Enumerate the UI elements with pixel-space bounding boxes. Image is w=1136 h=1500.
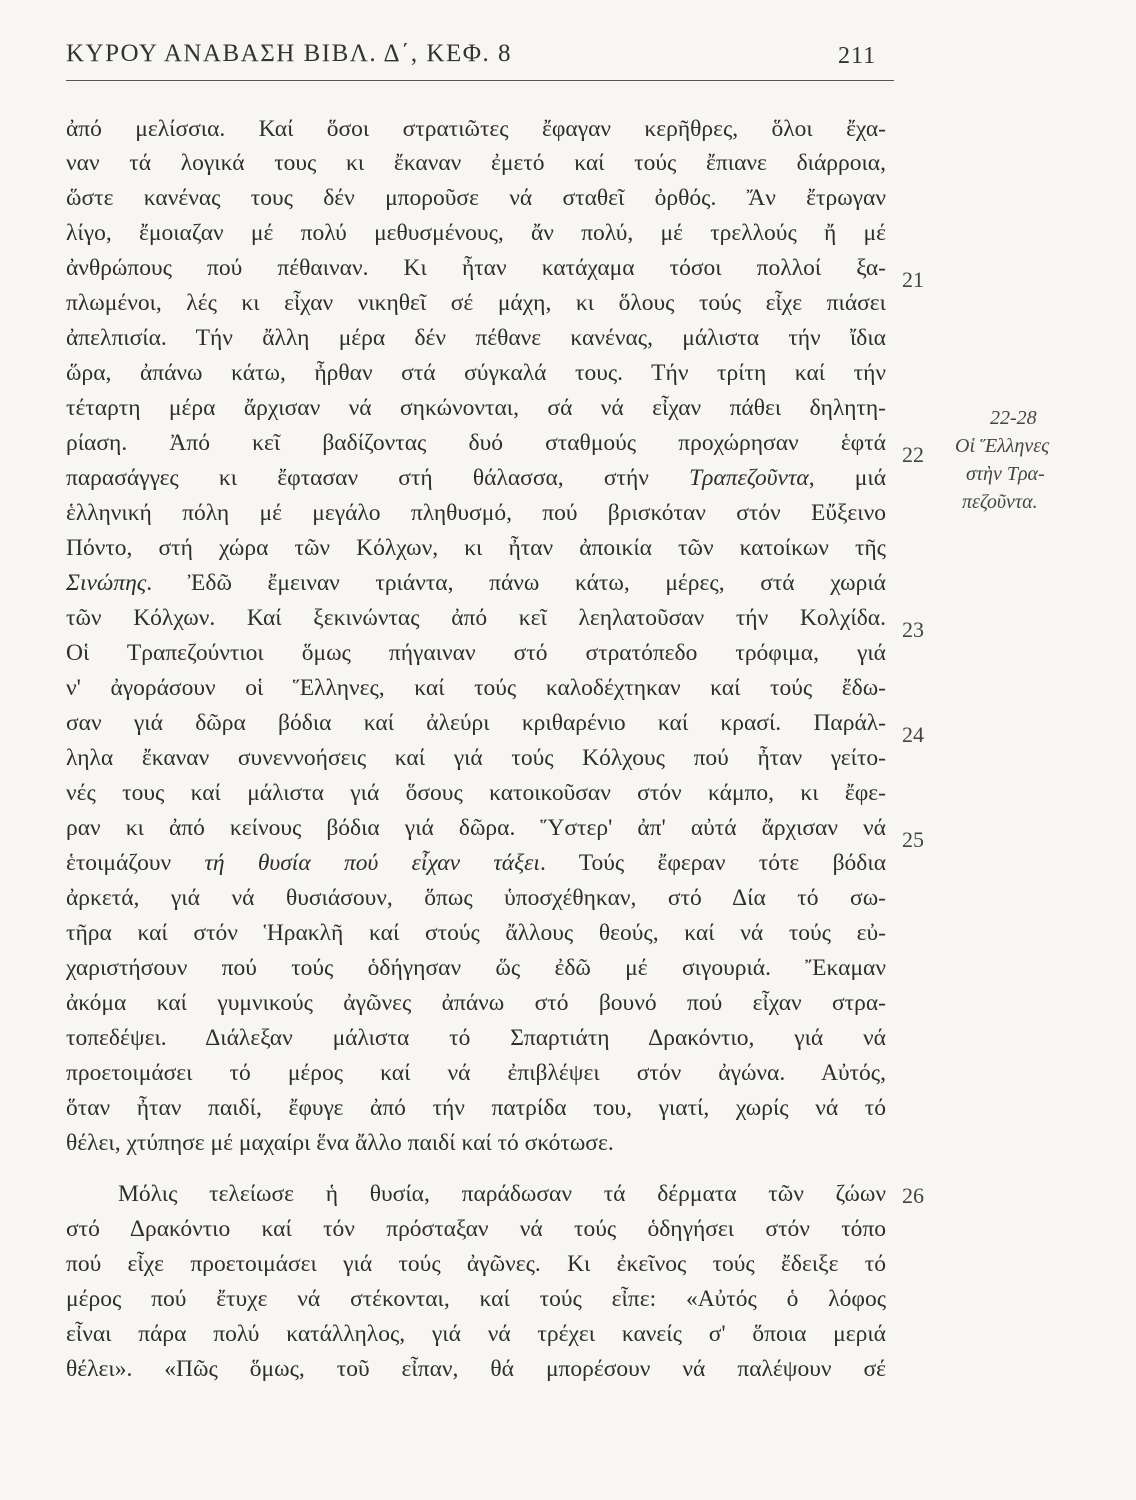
italic-phrase: τή θυσία πού εἶχαν τάξει [204, 850, 540, 876]
text-line [66, 848, 886, 878]
text-line: ναν τά λογικά τους κι ἔκαναν ἐμετό καί τούς ἔπιανε διάρροια, [66, 150, 886, 176]
text-line: ὅταν ἦταν παιδί, ἔφυγε ἀπό τήν πατρίδα του, γιατί, χωρίς νά τό [66, 1095, 886, 1121]
text-line: Μόλις τελείωσε ἡ θυσία, παράδωσαν τά δέρματα τῶν ζώων [118, 1181, 886, 1207]
text-line [66, 463, 886, 493]
text-line: ἀκόμα καί γυμνικούς ἀγῶνες ἀπάνω στό βουνό πού εἶχαν στρα- [66, 990, 886, 1016]
text-run: , μιά [808, 465, 886, 491]
text-line: ἀνθρώπους πού πέθαιναν. Κι ἦταν κατάχαμα τόσοι πολλοί ξα- [66, 255, 886, 281]
place-name-trapezounta: Τραπεζοῦντα [689, 465, 809, 491]
verse-number: 23 [902, 617, 924, 642]
text-line: Πόντο, στή χώρα τῶν Κόλχων, κι ἦταν ἀποικία τῶν κατοίκων τῆς [66, 535, 886, 561]
text-line: ρίαση. Ἀπό κεῖ βαδίζοντας δυό σταθμούς προχώρησαν ἑφτά [66, 430, 886, 456]
text-line: θέλει, χτύπησε μέ μαχαίρι ἕνα ἄλλο παιδί καί τό σκότωσε. [66, 1130, 614, 1156]
text-line: τῆρα καί στόν Ἡρακλῆ καί στούς ἄλλους θεούς, καί νά τούς εὐ- [66, 920, 886, 946]
text-line: πού εἶχε προετοιμάσει γιά τούς ἀγῶνες. Κι ἐκεῖνος τούς ἔδειξε τό [66, 1251, 886, 1277]
text-line: ἀρκετά, γιά νά θυσιάσουν, ὅπως ὑποσχέθηκαν, στό Δία τό σω- [66, 885, 886, 911]
text-line: μέρος πού ἔτυχε νά στέκονται, καί τούς εἶπε: «Αὐτός ὁ λόφος [66, 1286, 886, 1312]
text-run: παρασάγγες κι ἔφτασαν στή θάλασσα, στήν [66, 465, 690, 491]
text-line: ἀπό μελίσσια. Καί ὅσοι στρατιῶτες ἔφαγαν κερῆθρες, ὅλοι ἔχα- [66, 116, 886, 142]
text-line: ληλα ἔκαναν συνεννοήσεις καί γιά τούς Κόλχους πού ἦταν γείτο- [66, 745, 886, 771]
margin-note-line: Οἱ Ἕλληνες [955, 435, 1050, 457]
text-line: ὥστε κανένας τους δέν μποροῦσε νά σταθεῖ ὀρθός. Ἄν ἔτρωγαν [66, 185, 886, 211]
verse-number: 26 [902, 1183, 924, 1208]
text-line: τέταρτη μέρα ἄρχισαν νά σηκώνονται, σά νά εἶχαν πάθει δηλητη- [66, 395, 886, 421]
text-line: θέλει». «Πῶς ὅμως, τοῦ εἶπαν, θά μπορέσουν νά παλέψουν σέ [66, 1356, 886, 1382]
verse-number: 21 [902, 267, 924, 292]
text-line: ραν κι ἀπό κείνους βόδια γιά δῶρα. Ὕστερ' ἀπ' αὐτά ἄρχισαν νά [66, 815, 886, 841]
verse-number: 25 [902, 827, 924, 852]
verse-number: 22 [902, 442, 924, 467]
running-title: ΚΥΡΟΥ ΑΝΑΒΑΣΗ ΒΙΒΛ. Δ΄, ΚΕΦ. 8 [66, 40, 512, 67]
margin-note-line: στὴν Τρα- [966, 463, 1045, 485]
text-line: προετοιμάσει τό μέρος καί νά ἐπιβλέψει στόν ἀγώνα. Αὐτός, [66, 1060, 886, 1086]
text-line: εἶναι πάρα πολύ κατάλληλος, γιά νά τρέχει κανείς σ' ὅποια μεριά [66, 1321, 886, 1347]
text-run: . Τούς ἔφεραν τότε βόδια [539, 850, 886, 876]
text-line: ἑλληνική πόλη μέ μεγάλο πληθυσμό, πού βρισκόταν στόν Εὔξεινο [66, 500, 886, 526]
text-line: σαν γιά δῶρα βόδια καί ἀλεύρι κριθαρένιο καί κρασί. Παράλ- [66, 710, 886, 736]
text-run: ἑτοιμάζουν [66, 850, 205, 876]
text-line: τῶν Κόλχων. Καί ξεκινώντας ἀπό κεῖ λεηλατοῦσαν τήν Κολχίδα. [66, 605, 886, 631]
text-line [66, 568, 886, 598]
text-run: . Ἐδῶ ἔμειναν τριάντα, πάνω κάτω, μέρες, στά χωριά [146, 570, 886, 596]
text-line: ἀπελπισία. Τήν ἄλλη μέρα δέν πέθανε κανένας, μάλιστα τήν ἴδια [66, 325, 886, 351]
text-line: Οἱ Τραπεζούντιοι ὅμως πήγαιναν στό στρατόπεδο τρόφιμα, γιά [66, 640, 886, 666]
text-line: τοπεδέψει. Διάλεξαν μάλιστα τό Σπαρτιάτη Δρακόντιο, γιά νά [66, 1025, 886, 1051]
margin-note-line: πεζοῦντα. [962, 491, 1038, 513]
text-line: στό Δρακόντιο καί τόν πρόσταξαν νά τούς ὁδηγήσει στόν τόπο [66, 1216, 886, 1242]
text-line: χαριστήσουν πού τούς ὁδήγησαν ὥς ἐδῶ μέ σιγουριά. Ἔκαμαν [66, 955, 886, 981]
place-name-sinope: Σινώπης [66, 570, 147, 596]
verse-number: 24 [902, 722, 924, 747]
text-line: ν' ἀγοράσουν οἱ Ἕλληνες, καί τούς καλοδέχτηκαν καί τούς ἔδω- [66, 675, 886, 701]
text-line: ὥρα, ἀπάνω κάτω, ἦρθαν στά σύγκαλά τους. Τήν τρίτη καί τήν [66, 360, 886, 386]
page-number: 211 [838, 43, 877, 69]
margin-note-reference: 22-28 [990, 407, 1037, 429]
text-line: πλωμένοι, λές κι εἶχαν νικηθεῖ σέ μάχη, κι ὅλους τούς εἶχε πιάσει [66, 290, 886, 316]
header-rule [66, 80, 894, 81]
text-line: νές τους καί μάλιστα γιά ὅσους κατοικοῦσαν στόν κάμπο, κι ἔφε- [66, 780, 886, 806]
text-line: λίγο, ἔμοιαζαν μέ πολύ μεθυσμένους, ἄν πολύ, μέ τρελλούς ἤ μέ [66, 220, 886, 246]
